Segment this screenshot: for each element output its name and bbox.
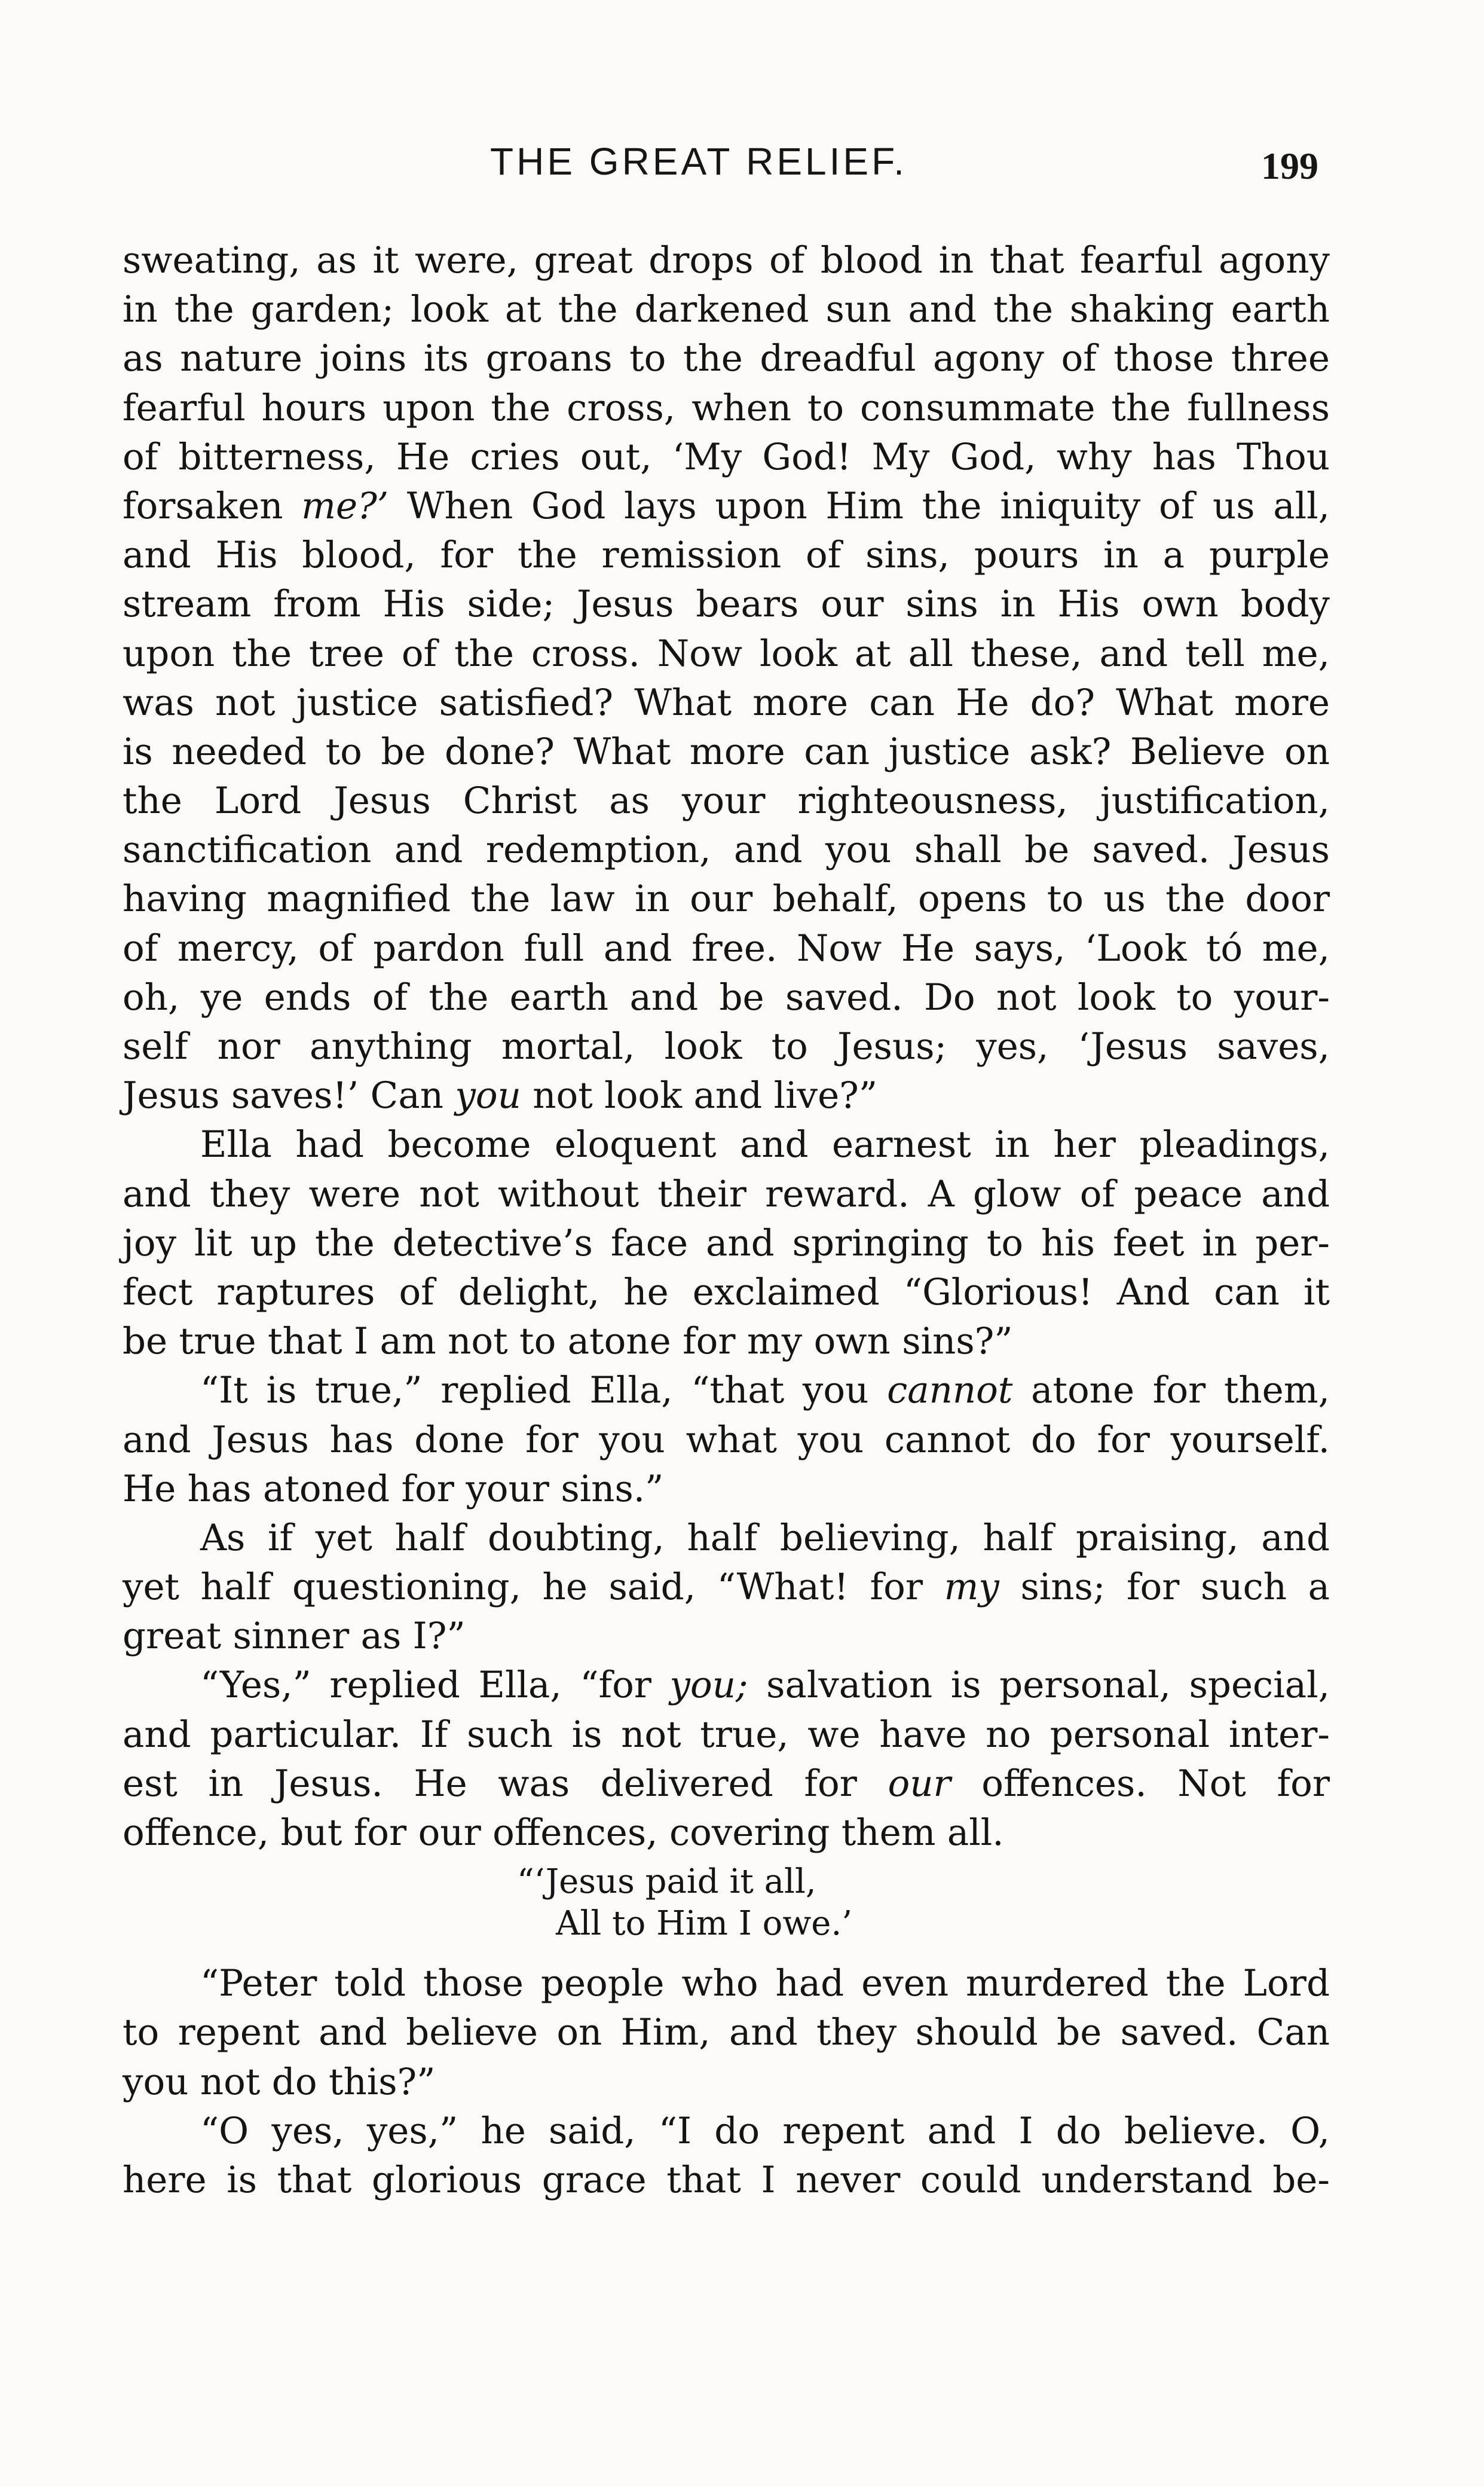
text-line: forsaken me?’ When God lays upon Him the iniquity of us all, (123, 484, 1330, 527)
text-line: oh, ye ends of the earth and be saved. Do not look to your- (123, 976, 1330, 1019)
italic-word: you; (669, 1664, 748, 1707)
text-line: the Lord Jesus Christ as your righteousness, justification, (123, 780, 1330, 823)
text-line: as nature joins its groans to the dreadful agony of those three (123, 337, 1330, 380)
text-line: having magnified the law in our behalf, opens to us the door (123, 878, 1330, 921)
text-line: sanctification and redemption, and you shall be saved. Jesus (123, 829, 1330, 872)
text-line: of bitterness, He cries out, ‘My God! My God, why has Thou (123, 435, 1330, 478)
text-line: of mercy, of pardon full and free. Now He says, ‘Look tó me, (123, 927, 1330, 970)
text-line: est in Jesus. He was delivered for our offences. Not for (123, 1762, 1330, 1805)
text-line: be true that I am not to atone for my own sins?” (123, 1320, 1013, 1363)
hymn-verse (123, 1857, 1330, 1959)
text-line: Jesus saves!’ Can you not look and live?” (123, 1074, 878, 1117)
verse-line: “‘Jesus paid it all, (517, 1862, 816, 1902)
text-line: is needed to be done? What more can justice ask? Believe on (123, 730, 1330, 773)
text-line: fearful hours upon the cross, when to consummate the fullness (123, 386, 1330, 429)
text-line: self nor anything mortal, look to Jesus; yes, ‘Jesus saves, (123, 1025, 1330, 1068)
text-line: stream from His side; Jesus bears our sins in His own body (123, 583, 1330, 626)
italic-word: you (455, 1074, 521, 1117)
text-line: great sinner as I?” (123, 1615, 466, 1658)
text-line: “O yes, yes,” he said, “I do repent and I do believe. O, (200, 2109, 1330, 2152)
text-line: offence, but for our offences, covering them all. (123, 1811, 1004, 1854)
text-line: was not justice satisfied? What more can He do? What more (123, 681, 1330, 724)
paragraph (123, 1514, 1330, 1661)
text-line: “Yes,” replied Ella, “for you; salvation is personal, special, (200, 1664, 1330, 1707)
italic-word: me?’ (301, 484, 389, 527)
text-line: “It is true,” replied Ella, “that you cannot atone for them, (200, 1369, 1330, 1412)
verse-line: All to Him I owe.’ (556, 1904, 853, 1944)
text-line: As if yet half doubting, half believing, half praising, and (200, 1516, 1330, 1559)
text-line: and particular. If such is not true, we have no personal inter- (123, 1713, 1330, 1756)
paragraph (123, 2107, 1330, 2205)
paragraph (123, 1120, 1330, 1366)
running-title: THE GREAT RELIEF. (490, 140, 907, 183)
text-line: upon the tree of the cross. Now look at all these, and tell me, (123, 632, 1330, 675)
text-line: and Jesus has done for you what you cannot do for yourself. (123, 1418, 1330, 1461)
body-text (123, 236, 1330, 2205)
text-line: and they were not without their reward. A glow of peace and (123, 1172, 1330, 1215)
paragraph (123, 1661, 1330, 1857)
italic-word: our (888, 1762, 951, 1805)
text-line: fect raptures of delight, he exclaimed “Glorious! And can it (123, 1270, 1330, 1313)
text-line: and His blood, for the remission of sins, pours in a purple (123, 534, 1330, 577)
text-line: Ella had become eloquent and earnest in her pleadings, (200, 1123, 1330, 1166)
text-line: to repent and believe on Him, and they should be saved. Can (123, 2011, 1330, 2054)
text-line: here is that glorious grace that I never could understand be- (123, 2158, 1330, 2201)
text-line: in the garden; look at the darkened sun and the shaking earth (123, 288, 1330, 331)
text-line: joy lit up the detective’s face and springing to his feet in per- (123, 1221, 1330, 1264)
page-number: 199 (1261, 145, 1318, 187)
text-line: yet half questioning, he said, “What! for my sins; for such a (123, 1566, 1330, 1609)
italic-word: cannot (887, 1369, 1013, 1412)
paragraph (123, 1366, 1330, 1514)
text-line: you not do this?” (123, 2060, 436, 2103)
running-header (0, 135, 1484, 194)
italic-word: my (944, 1566, 999, 1609)
text-line: He has atoned for your sins.” (123, 1467, 664, 1510)
paragraph (123, 1959, 1330, 2107)
text-line: “Peter told those people who had even murdered the Lord (200, 1962, 1330, 2005)
paragraph (123, 236, 1330, 1120)
text-line: sweating, as it were, great drops of blood in that fearful agony (123, 239, 1330, 282)
